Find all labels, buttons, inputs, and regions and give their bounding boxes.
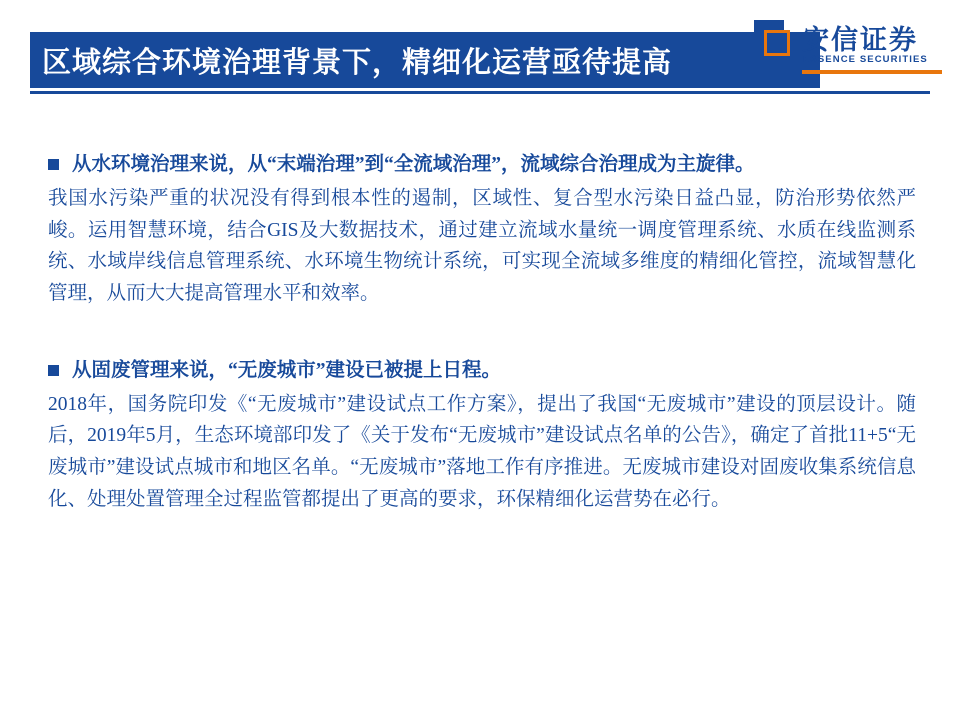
brand-name-en: ESSENCE SECURITIES xyxy=(803,54,928,65)
bullet-heading: 从固废管理来说，“无废城市”建设已被提上日程。 xyxy=(72,359,502,381)
square-bullet-icon xyxy=(48,365,59,376)
block-spacer xyxy=(48,336,920,356)
brand-name-cn: 安信证券 xyxy=(802,25,918,55)
paragraph-text: 我国水污染严重的状况没有得到根本性的遏制，区域性、复合型水污染日益凸显，防治形势依然严峻。运用智慧环境，结合GIS及大数据技术，通过建立流域水量统一调度管理系统、水质在线监测系统、水域岸线信息管理系统、水环境生物统计系统，可实现全流域多维度的精细化管控，流域智慧化管理，从而大大提高管理水平和效率。 xyxy=(48,188,916,304)
logo-divider xyxy=(802,70,942,74)
slide-header xyxy=(0,0,960,108)
content-block-2 xyxy=(48,356,920,516)
paragraph-text: 2018年，国务院印发《“无废城市”建设试点工作方案》，提出了我国“无废城市”建设的顶层设计。随后，2019年5月，生态环境部印发了《关于发布“无废城市”建设试点名单的公告》，确定了首批11+5“无废城市”建设试点城市和地区名单。“无废城市”落地工作有序推进。无废城市建设对固废收集系统信息化、处理处置管理全过程监管都提出了更高的要求，环保精细化运营势在必行。 xyxy=(48,393,916,510)
bullet-heading: 从水环境治理来说，从“末端治理”到“全流域治理”，流域综合治理成为主旋律。 xyxy=(72,154,755,175)
logo-mark-icon xyxy=(748,20,792,64)
bullet-row xyxy=(48,150,920,179)
square-bullet-icon xyxy=(48,159,59,170)
slide-body xyxy=(48,150,920,541)
title-underline xyxy=(30,91,930,94)
bullet-row xyxy=(48,356,920,385)
brand-logo xyxy=(748,18,944,84)
page-title: 区域综合环境治理背景下，精细化运营亟待提高 xyxy=(42,47,673,79)
logo-square-orange xyxy=(764,30,790,56)
content-block-1 xyxy=(48,150,920,310)
